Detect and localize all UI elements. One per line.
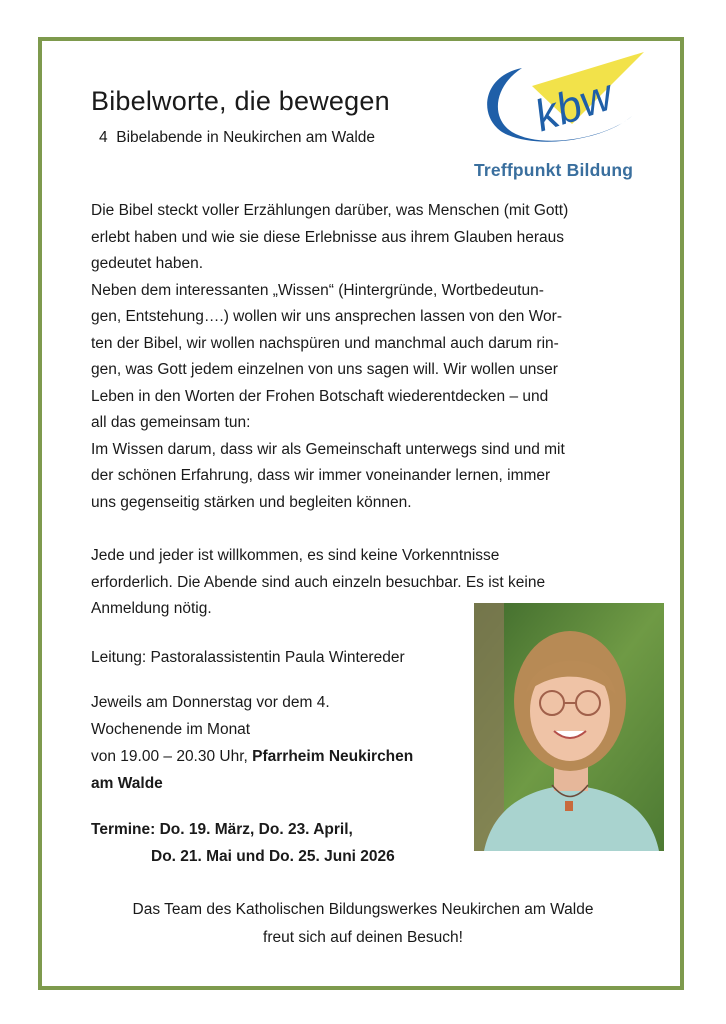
- schedule-location-cont: am Walde: [91, 775, 163, 792]
- intro-paragraph: [91, 198, 651, 516]
- page-subtitle: 4 Bibelabende in Neukirchen am Walde: [99, 129, 376, 146]
- portrait-photo: [474, 603, 664, 851]
- closing-line: freut sich auf deinen Besuch!: [263, 929, 463, 946]
- schedule-block: [91, 689, 461, 797]
- logo-caption: Treffpunkt Bildung: [474, 160, 634, 180]
- intro-line: Neben dem interessanten „Wissen“ (Hintergründe, Wortbedeutun-: [91, 281, 544, 299]
- intro-line: uns gegenseitig stärken und begleiten können.: [91, 493, 412, 511]
- intro-line: Im Wissen darum, dass wir als Gemeinschaft unterwegs sind und mit: [91, 440, 565, 458]
- welcome-line: Jede und jeder ist willkommen, es sind keine Vorkenntnisse: [91, 547, 500, 564]
- intro-line: Leben in den Worten der Frohen Botschaft wiederentdecken – und: [91, 387, 549, 405]
- intro-line: gedeutet haben.: [91, 255, 204, 272]
- dates-block: [91, 816, 395, 870]
- schedule-location: Pfarrheim Neukirchen: [252, 748, 414, 765]
- leitung-line: Leitung: Pastoralassistentin Paula Wintereder: [91, 649, 405, 666]
- intro-line: erlebt haben und wie sie diese Erlebnisse aus ihrem Glauben heraus: [91, 228, 565, 246]
- closing-message: [60, 896, 666, 952]
- schedule-line: Jeweils am Donnerstag vor dem 4.: [91, 694, 330, 711]
- intro-line: all das gemeinsam tun:: [91, 414, 251, 431]
- schedule-line: [91, 770, 461, 797]
- page-title: Bibelworte, die bewegen: [91, 86, 390, 116]
- intro-line: ten der Bibel, wir wollen nachspüren und manchmal auch darum rin-: [91, 334, 559, 352]
- intro-line: Die Bibel steckt voller Erzählungen darüber, was Menschen (mit Gott): [91, 202, 569, 219]
- schedule-line: Wochenende im Monat: [91, 721, 251, 738]
- welcome-line: Anmeldung nötig.: [91, 600, 212, 617]
- logo-letters: kbw: [528, 70, 619, 142]
- schedule-line: [91, 743, 461, 770]
- dates-line: Do. 21. Mai und Do. 25. Juni 2026: [151, 848, 395, 865]
- intro-line: der schönen Erfahrung, dass wir immer voneinander lernen, immer: [91, 467, 551, 484]
- schedule-time: von 19.00 – 20.30 Uhr,: [91, 748, 253, 765]
- welcome-line: erforderlich. Die Abende sind auch einzeln besuchbar. Es ist keine: [91, 573, 546, 591]
- intro-line: gen, Entstehung….) wollen wir uns ansprechen lassen von den Wor-: [91, 308, 563, 325]
- intro-line: gen, was Gott jedem einzelnen von uns sagen will. Wir wollen unser: [91, 361, 558, 378]
- closing-line: Das Team des Katholischen Bildungswerkes Neukirchen am Walde: [132, 901, 594, 918]
- dates-line: Termine: Do. 19. März, Do. 23. April,: [91, 821, 353, 838]
